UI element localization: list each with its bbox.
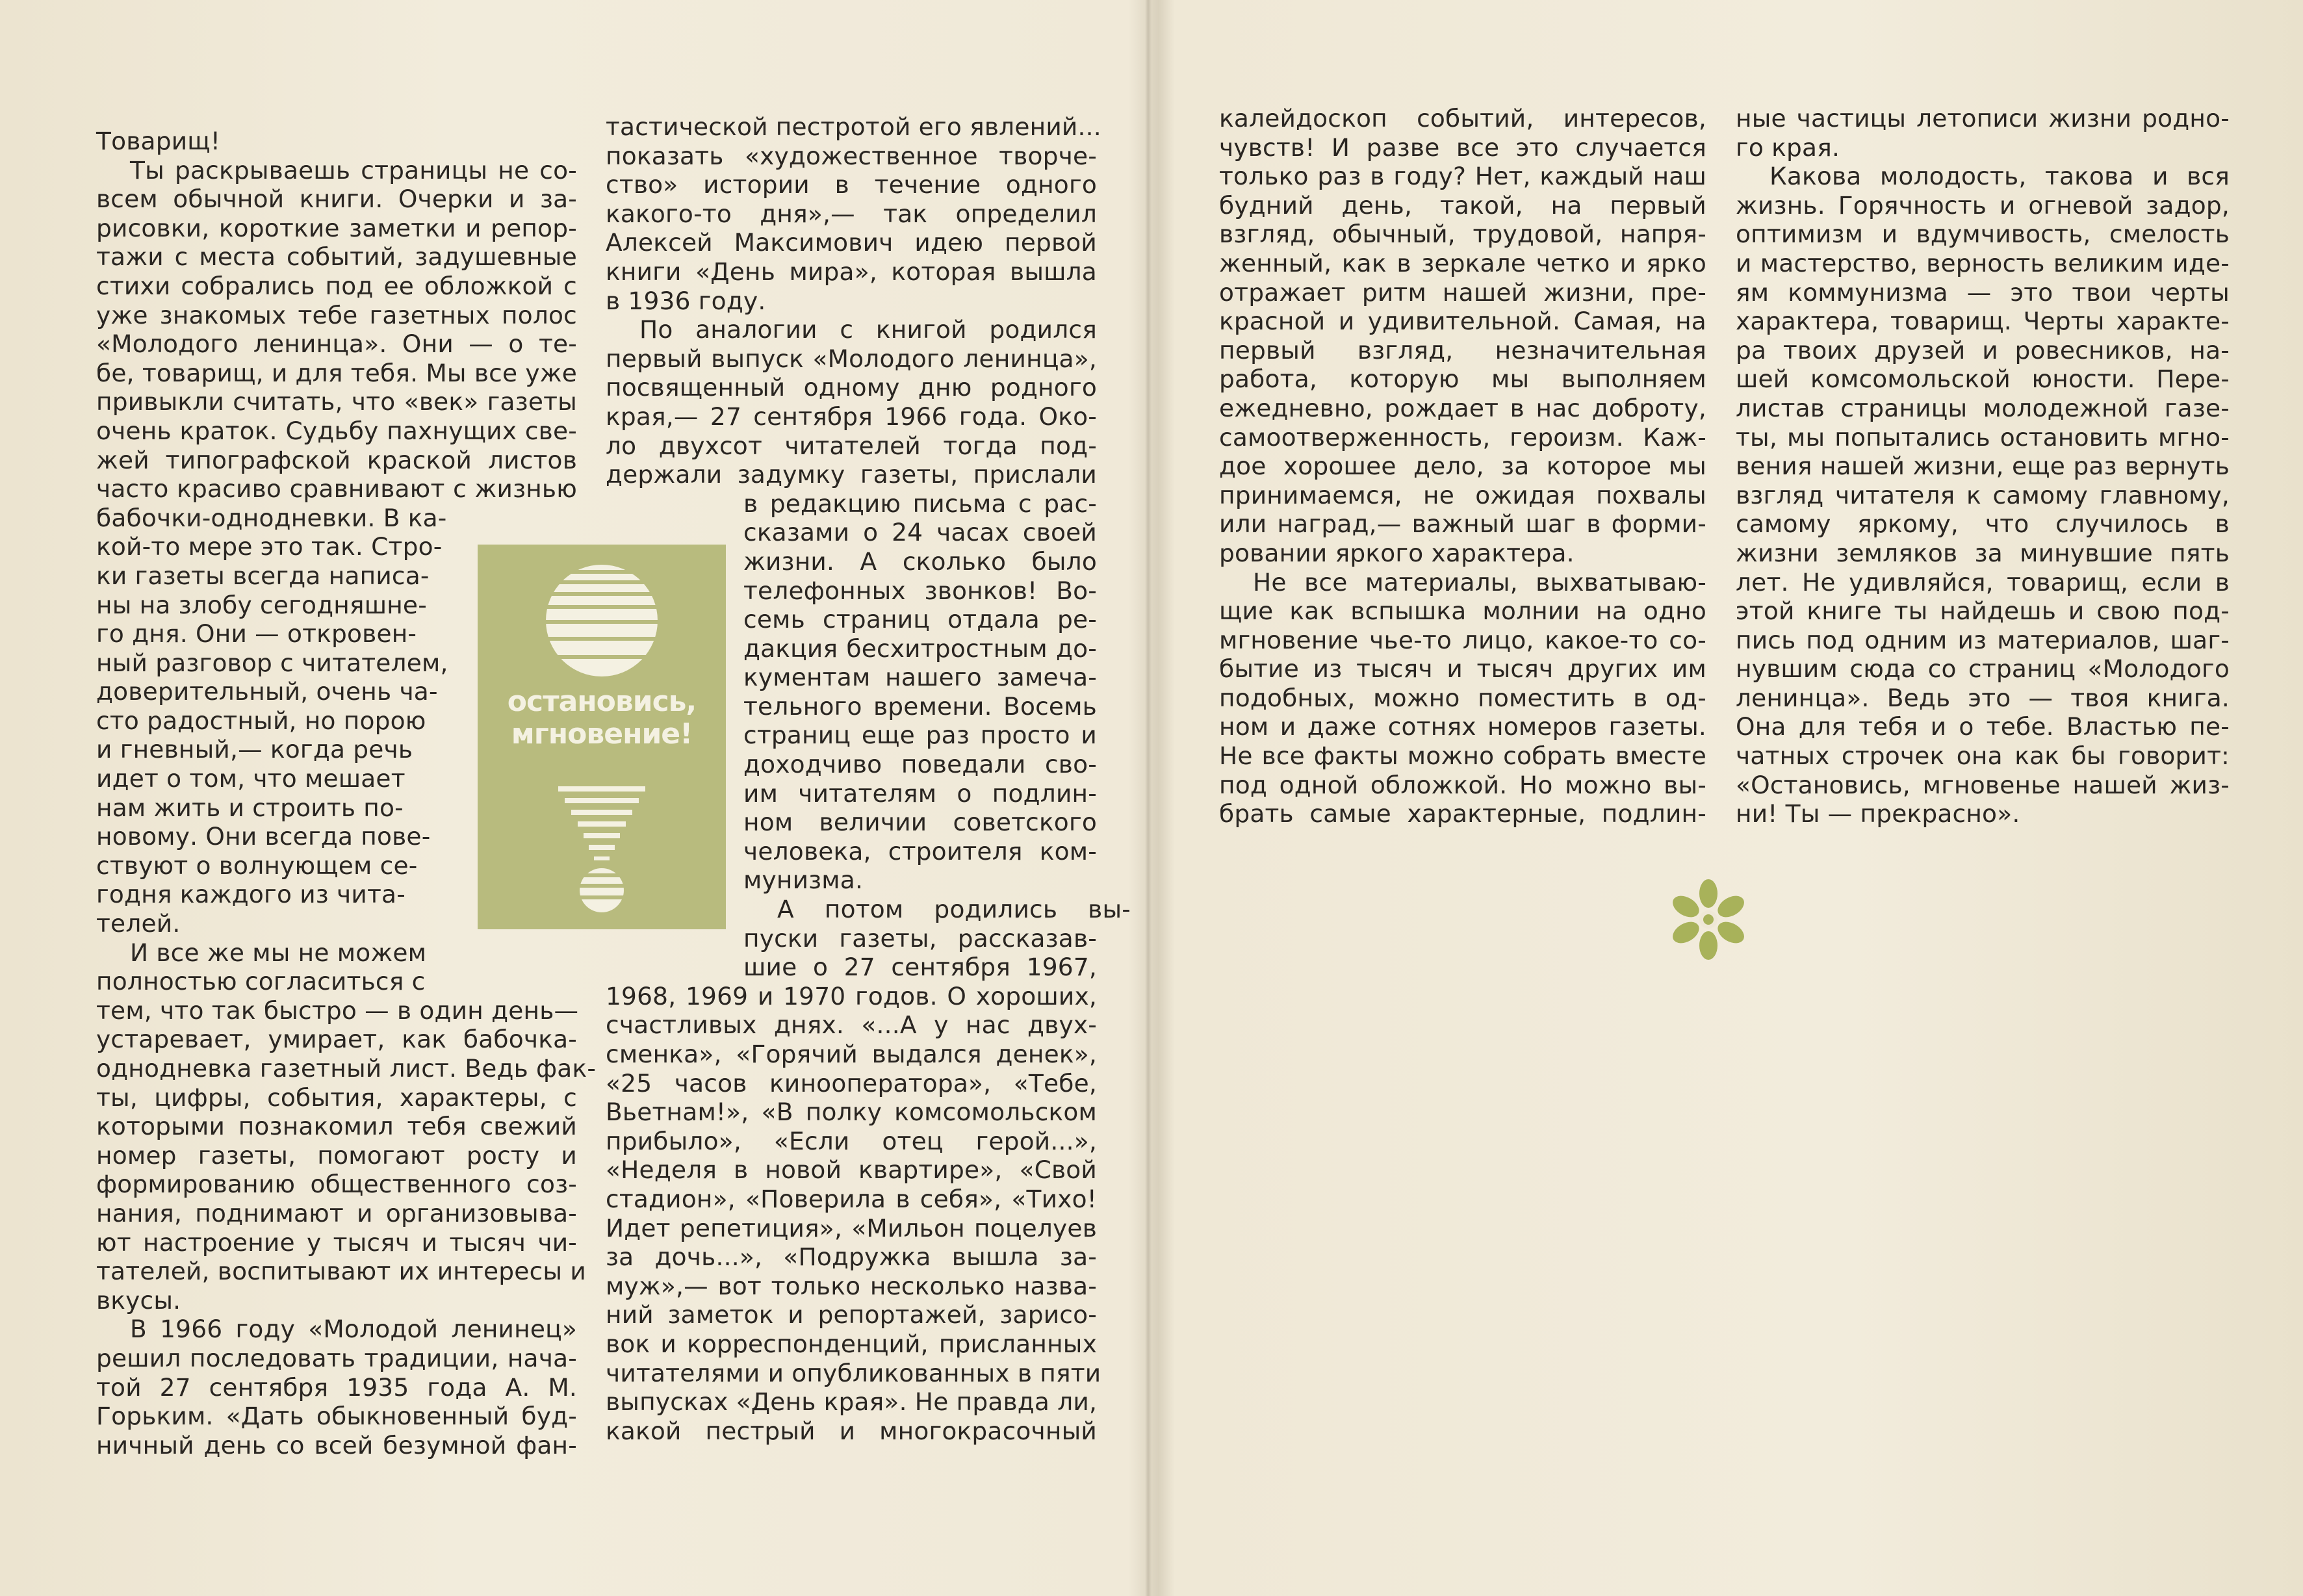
text-line: принимаемся, не ожидая похвалы [1219, 480, 1706, 509]
text-line: вок и корреспонденций, присланных [606, 1329, 1097, 1358]
text-line: пись под одним из материалов, шаг- [1736, 625, 2230, 654]
text-line: нам жить и строить по- [96, 793, 404, 822]
text-line: брать самые характерные, подлин- [1219, 799, 1706, 829]
text-line: однодневка газетный лист. Ведь фак- [96, 1054, 597, 1083]
text-line: «25 часов кинооператора», «Тебе, [606, 1068, 1097, 1098]
text-line: В 1966 году «Молодой ленинец» [130, 1315, 577, 1344]
text-line: «Остановись, мгновенье нашей жиз- [1736, 770, 2230, 799]
text-line: чувств! И разве все это случается [1219, 133, 1706, 162]
text-line: очень краток. Судьбу пахнущих све- [96, 416, 577, 445]
text-line: вения нашей жизни, еще раз вернуть [1736, 452, 2230, 481]
text-line: книги «День мира», которая вышла [606, 257, 1097, 286]
text-line: вкусы. [96, 1285, 181, 1315]
text-line: номер газеты, помогают росту и [96, 1140, 577, 1170]
text-line: которыми познакомил тебя свежий [96, 1112, 577, 1141]
text-line: «Неделя в новой квартире», «Свой [606, 1155, 1097, 1185]
text-line: И все же мы не можем [130, 938, 427, 967]
text-line: мунизма. [743, 866, 864, 895]
text-line: лет. Не удивляйся, товарищ, если в [1736, 567, 2230, 597]
text-line: будний день, такой, на первый [1219, 190, 1706, 220]
text-line: читателями и опубликованных в пяти [606, 1358, 1101, 1387]
text-line: в редакцию письма с рас- [743, 489, 1097, 518]
text-line: этой книге ты найдешь и свою под- [1736, 597, 2230, 626]
text-line: ежедневно, рождает в нас доброту, [1219, 393, 1706, 422]
text-line: го края. [1736, 133, 1840, 162]
text-line: и гневный,— когда речь [96, 735, 413, 764]
text-line: держали задумку газеты, прислали [606, 460, 1097, 489]
text-line: жизнь. Горячность и огневой задор, [1736, 190, 2230, 220]
text-line: жизни земляков за минувшие пять [1736, 538, 2230, 567]
text-line: ни! Ты — прекрасно». [1736, 799, 2020, 829]
text-line: решил последовать традиции, нача- [96, 1343, 577, 1372]
text-line: устаревает, умирает, как бабочка- [96, 1025, 577, 1054]
text-line: Горьким. «Дать обыкновенный буд- [96, 1402, 577, 1431]
text-line: ки газеты всегда написа- [96, 561, 430, 590]
text-line: сто радостный, но порою [96, 706, 426, 735]
text-line: им читателям о подлин- [743, 779, 1097, 808]
text-line: красной и удивительной. Самая, на [1219, 307, 1706, 336]
text-line: всем обычной книги. Очерки и за- [96, 185, 577, 214]
text-line: тельного времени. Восемь [743, 691, 1097, 721]
text-line: пуски газеты, рассказав- [743, 923, 1097, 953]
text-line: взгляд читателя к самому главному, [1736, 480, 2230, 509]
text-line: посвященный одному дню родного [606, 373, 1097, 402]
text-line: полностью согласиться с [96, 967, 426, 996]
text-line: «Молодого ленинца». Они — о те- [96, 329, 577, 359]
text-line: часто красиво сравнивают с жизнью [96, 474, 577, 504]
text-line: формированию общественного соз- [96, 1170, 577, 1199]
flower-ornament-icon [1660, 871, 1757, 968]
text-line: чатных строчек она как бы говорит: [1736, 741, 2230, 771]
text-line: новому. Они всегда пове- [96, 822, 431, 851]
text-line: тажи с места событий, задушевные [96, 242, 577, 272]
text-line: телефонных звонков! Во- [743, 576, 1097, 605]
text-line: Какова молодость, такова и вся [1769, 162, 2230, 191]
text-line: телей. [96, 909, 181, 938]
text-line: какого-то дня»,— так определил [606, 199, 1097, 228]
text-line: выпусках «День края». Не правда ли, [606, 1387, 1098, 1417]
text-line: годня каждого из чита- [96, 880, 405, 909]
text-line: прибыло», «Если отец герой...», [606, 1126, 1097, 1155]
text-line: самоотверженность, героизм. Каж- [1219, 422, 1706, 452]
text-line: дое хорошее дело, за которое мы [1219, 452, 1706, 481]
text-line: семь страниц отдала ре- [743, 605, 1097, 634]
text-line: за дочь...», «Подружка вышла за- [606, 1242, 1097, 1272]
greeting: Товарищ! [96, 127, 221, 155]
text-line: ство» истории в течение одного [606, 170, 1097, 200]
text-line: подобных, можно поместить в од- [1219, 683, 1706, 712]
text-line: А потом родились вы- [777, 895, 1131, 924]
text-line: стихи собрались под ее обложкой с [96, 271, 577, 300]
text-line: ра твоих друзей и ровесников, на- [1736, 335, 2230, 365]
text-line: кументам нашего замеча- [743, 663, 1097, 692]
text-line: доходчиво поведали сво- [743, 750, 1097, 779]
text-line: только раз в году? Нет, каждый наш [1219, 162, 1706, 191]
text-line: ям коммунизма — это твои черты [1736, 277, 2230, 307]
text-line: шей комсомольской юности. Пере- [1736, 365, 2230, 394]
text-line: дакция бесхитростным до- [743, 634, 1097, 663]
text-line: Идет репетиция», «Мильон поцелуев [606, 1213, 1097, 1242]
emblem-illustration [478, 545, 726, 929]
striped-dot [575, 868, 634, 914]
text-line: ты, мы попытались остановить мгно- [1736, 422, 2230, 452]
text-line: тем, что так быстро — в один день— [96, 996, 579, 1025]
text-line: ленинца». Ведь это — твоя книга. [1736, 683, 2230, 712]
text-line: ний заметок и репортажей, зарисо- [606, 1300, 1097, 1330]
text-line: нания, поднимают и организовыва- [96, 1198, 577, 1228]
text-line: самому яркому, что случилось в [1736, 509, 2230, 539]
text-line: первый выпуск «Молодого ленинца», [606, 344, 1097, 373]
text-line: тателей, воспитывают их интересы и [96, 1257, 586, 1286]
book-gutter [1145, 0, 1152, 1596]
text-line: Вьетнам!», «В полку комсомольском [606, 1098, 1097, 1127]
text-column-4 [1736, 104, 2230, 829]
text-line: страниц еще раз просто и [743, 721, 1097, 750]
text-line: щие как вспышка молнии на одно [1219, 597, 1706, 626]
text-line: взгляд, обычный, трудовой, напря- [1219, 220, 1706, 249]
striped-exclamation [558, 786, 645, 860]
text-line: Алексей Максимович идею первой [606, 228, 1097, 257]
text-line: ло двухсот читателей тогда под- [606, 431, 1097, 460]
text-line: листав страницы молодежной газе- [1736, 393, 2230, 422]
text-line: характера, товарищ. Черты характе- [1736, 307, 2230, 336]
text-line: тастической пестротой его явлений... [606, 112, 1101, 141]
emblem-title-line-1: остановись, [507, 685, 697, 718]
text-line: ничный день со всей безумной фан- [96, 1430, 577, 1460]
text-line: в 1936 году. [606, 286, 766, 315]
text-line: уже знакомых тебе газетных полос [96, 300, 577, 329]
text-line: оптимизм и вдумчивость, смелость [1736, 220, 2230, 249]
text-line: отражает ритм нашей жизни, пре- [1219, 277, 1706, 307]
text-line: рисовки, короткие заметки и репор- [96, 213, 577, 242]
text-line: доверительный, очень ча- [96, 677, 438, 706]
text-line: показать «художественное творче- [606, 141, 1097, 170]
text-line: привыкли считать, что «век» газеты [96, 387, 577, 417]
text-line: или наград,— важный шаг в форми- [1219, 509, 1706, 539]
text-line: под одной обложкой. Но можно вы- [1219, 770, 1706, 799]
text-line: муж»,— вот только несколько назва- [606, 1271, 1097, 1300]
text-line: сказами о 24 часах своей [743, 518, 1097, 547]
striped-circle [536, 565, 666, 678]
text-line: стадион», «Поверила в себя», «Тихо! [606, 1184, 1097, 1213]
text-line: кой-то мере это так. Стро- [96, 532, 443, 561]
text-line: мгновение чье-то лицо, какое-то со- [1219, 625, 1706, 654]
text-line: идет о том, что мешает [96, 764, 405, 793]
text-line: го дня. Они — откровен- [96, 619, 417, 649]
text-line: той 27 сентября 1935 года А. М. [96, 1372, 577, 1402]
text-line: бабочки-однодневки. В ка- [96, 503, 447, 532]
text-line: Ты раскрываешь страницы не со- [130, 155, 577, 185]
text-line: Она для тебя и о тебе. Властью пе- [1736, 712, 2230, 741]
text-column-3 [1219, 104, 1706, 829]
text-line: бе, товарищ, и для тебя. Мы все уже [96, 358, 577, 387]
text-line: сменка», «Горячий выдался денек», [606, 1040, 1097, 1068]
text-line: Не все факты можно собрать вместе [1219, 741, 1706, 771]
text-line: какой пестрый и многокрасочный [606, 1416, 1097, 1445]
text-line: жей типографской краской листов [96, 445, 577, 474]
text-line: ты, цифры, события, характеры, с [96, 1083, 577, 1112]
text-line: ствуют о волнующем се- [96, 851, 418, 880]
text-line: ют настроение у тысяч и тысяч чи- [96, 1228, 577, 1257]
text-line: По аналогии с книгой родился [639, 315, 1097, 344]
text-line: шие о 27 сентября 1967, [743, 953, 1097, 982]
text-line: ный разговор с читателем, [96, 648, 448, 677]
text-line: калейдоскоп событий, интересов, [1219, 104, 1706, 133]
text-line: первый взгляд, незначительная [1219, 335, 1706, 365]
text-line: нувшим сюда со страниц «Молодого [1736, 654, 2230, 684]
text-line: и мастерство, верность великим иде- [1736, 248, 2230, 277]
text-line: бытие из тысяч и тысяч других им [1219, 654, 1706, 684]
text-line: ные частицы летописи жизни родно- [1736, 104, 2230, 133]
text-line: Не все материалы, выхватываю- [1253, 567, 1706, 597]
text-line: 1968, 1969 и 1970 годов. О хороших, [606, 981, 1097, 1010]
emblem-title-line-2: мгновение! [511, 717, 693, 751]
text-line: жизни. А сколько было [743, 547, 1097, 576]
text-line: ном величии советского [743, 808, 1097, 837]
text-line: ном и даже сотнях номеров газеты. [1219, 712, 1706, 741]
text-line: ны на злобу сегодняшне- [96, 590, 427, 619]
text-line: края,— 27 сентября 1966 года. Око- [606, 402, 1097, 431]
text-line: человека, строителя ком- [743, 836, 1097, 866]
text-line: счастливых днях. «...А у нас двух- [606, 1010, 1097, 1040]
text-line: ровании яркого характера. [1219, 538, 1575, 567]
text-line: женный, как в зеркале четко и ярко [1219, 248, 1706, 277]
text-line: работа, которую мы выполняем [1219, 365, 1706, 394]
